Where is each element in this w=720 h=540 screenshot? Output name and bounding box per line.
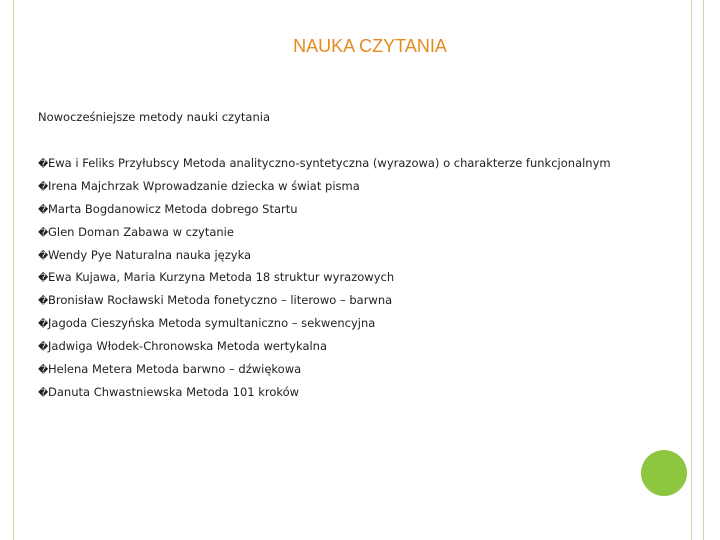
- list-item: [38, 269, 611, 292]
- list-item: [38, 338, 611, 361]
- list-item: [38, 155, 611, 178]
- bullet-icon: �: [38, 227, 49, 239]
- list-item-text: Ewa Kujawa, Maria Kurzyna Metoda 18 struktur wyrazowych: [48, 270, 395, 285]
- list-item-text: Jadwiga Włodek-Chronowska Metoda wertykalna: [48, 339, 328, 354]
- list-item-text: Marta Bogdanowicz Metoda dobrego Startu: [48, 201, 298, 216]
- list-item-text: Bronisław Rocławski Metoda fonetyczno – literowo – barwna: [48, 293, 393, 308]
- list-item-text: Jagoda Cieszyńska Metoda symultaniczno – sekwencyjna: [48, 316, 376, 331]
- list-item: [38, 361, 611, 384]
- list-item: [38, 315, 611, 338]
- list-item: [38, 201, 611, 224]
- list-item: [38, 292, 611, 315]
- list-item: [38, 384, 611, 407]
- list-item: [38, 224, 611, 247]
- list-item-text: Helena Metera Metoda barwno – dźwiękowa: [48, 362, 302, 377]
- list-item-text: Irena Majchrzak Wprowadzanie dziecka w świat pisma: [48, 178, 360, 193]
- bullet-icon: �: [38, 250, 49, 262]
- list-item-text: Glen Doman Zabawa w czytanie: [48, 224, 234, 239]
- left-frame-line: [13, 0, 14, 540]
- bullet-icon: �: [38, 342, 49, 354]
- bullet-icon: �: [38, 296, 49, 308]
- bullet-icon: �: [38, 387, 49, 399]
- slide-title: NAUKA CZYTANIA: [293, 36, 447, 56]
- list-item: [38, 178, 611, 201]
- bullet-icon: �: [38, 181, 49, 193]
- bullet-icon: �: [38, 204, 49, 216]
- decorative-circle: [641, 450, 687, 496]
- list-item-text: Danuta Chwastniewska Metoda 101 kroków: [48, 384, 300, 399]
- list-item: [38, 247, 611, 270]
- right-frame-line-outer: [703, 0, 704, 540]
- list-item-text: Wendy Pye Naturalna nauka języka: [48, 247, 252, 262]
- list-item-text: Ewa i Feliks Przyłubscy Metoda analityczno-syntetyczna (wyrazowa) o charakterze funkcjonalnym: [48, 156, 611, 170]
- slide-subtitle: Nowocześniejsze metody nauki czytania: [38, 110, 270, 124]
- bullet-icon: �: [38, 319, 49, 331]
- bullet-icon: �: [38, 159, 49, 170]
- right-frame-line-inner: [691, 0, 692, 540]
- bullet-icon: �: [38, 273, 49, 285]
- method-list: [38, 155, 611, 407]
- bullet-icon: �: [38, 365, 49, 377]
